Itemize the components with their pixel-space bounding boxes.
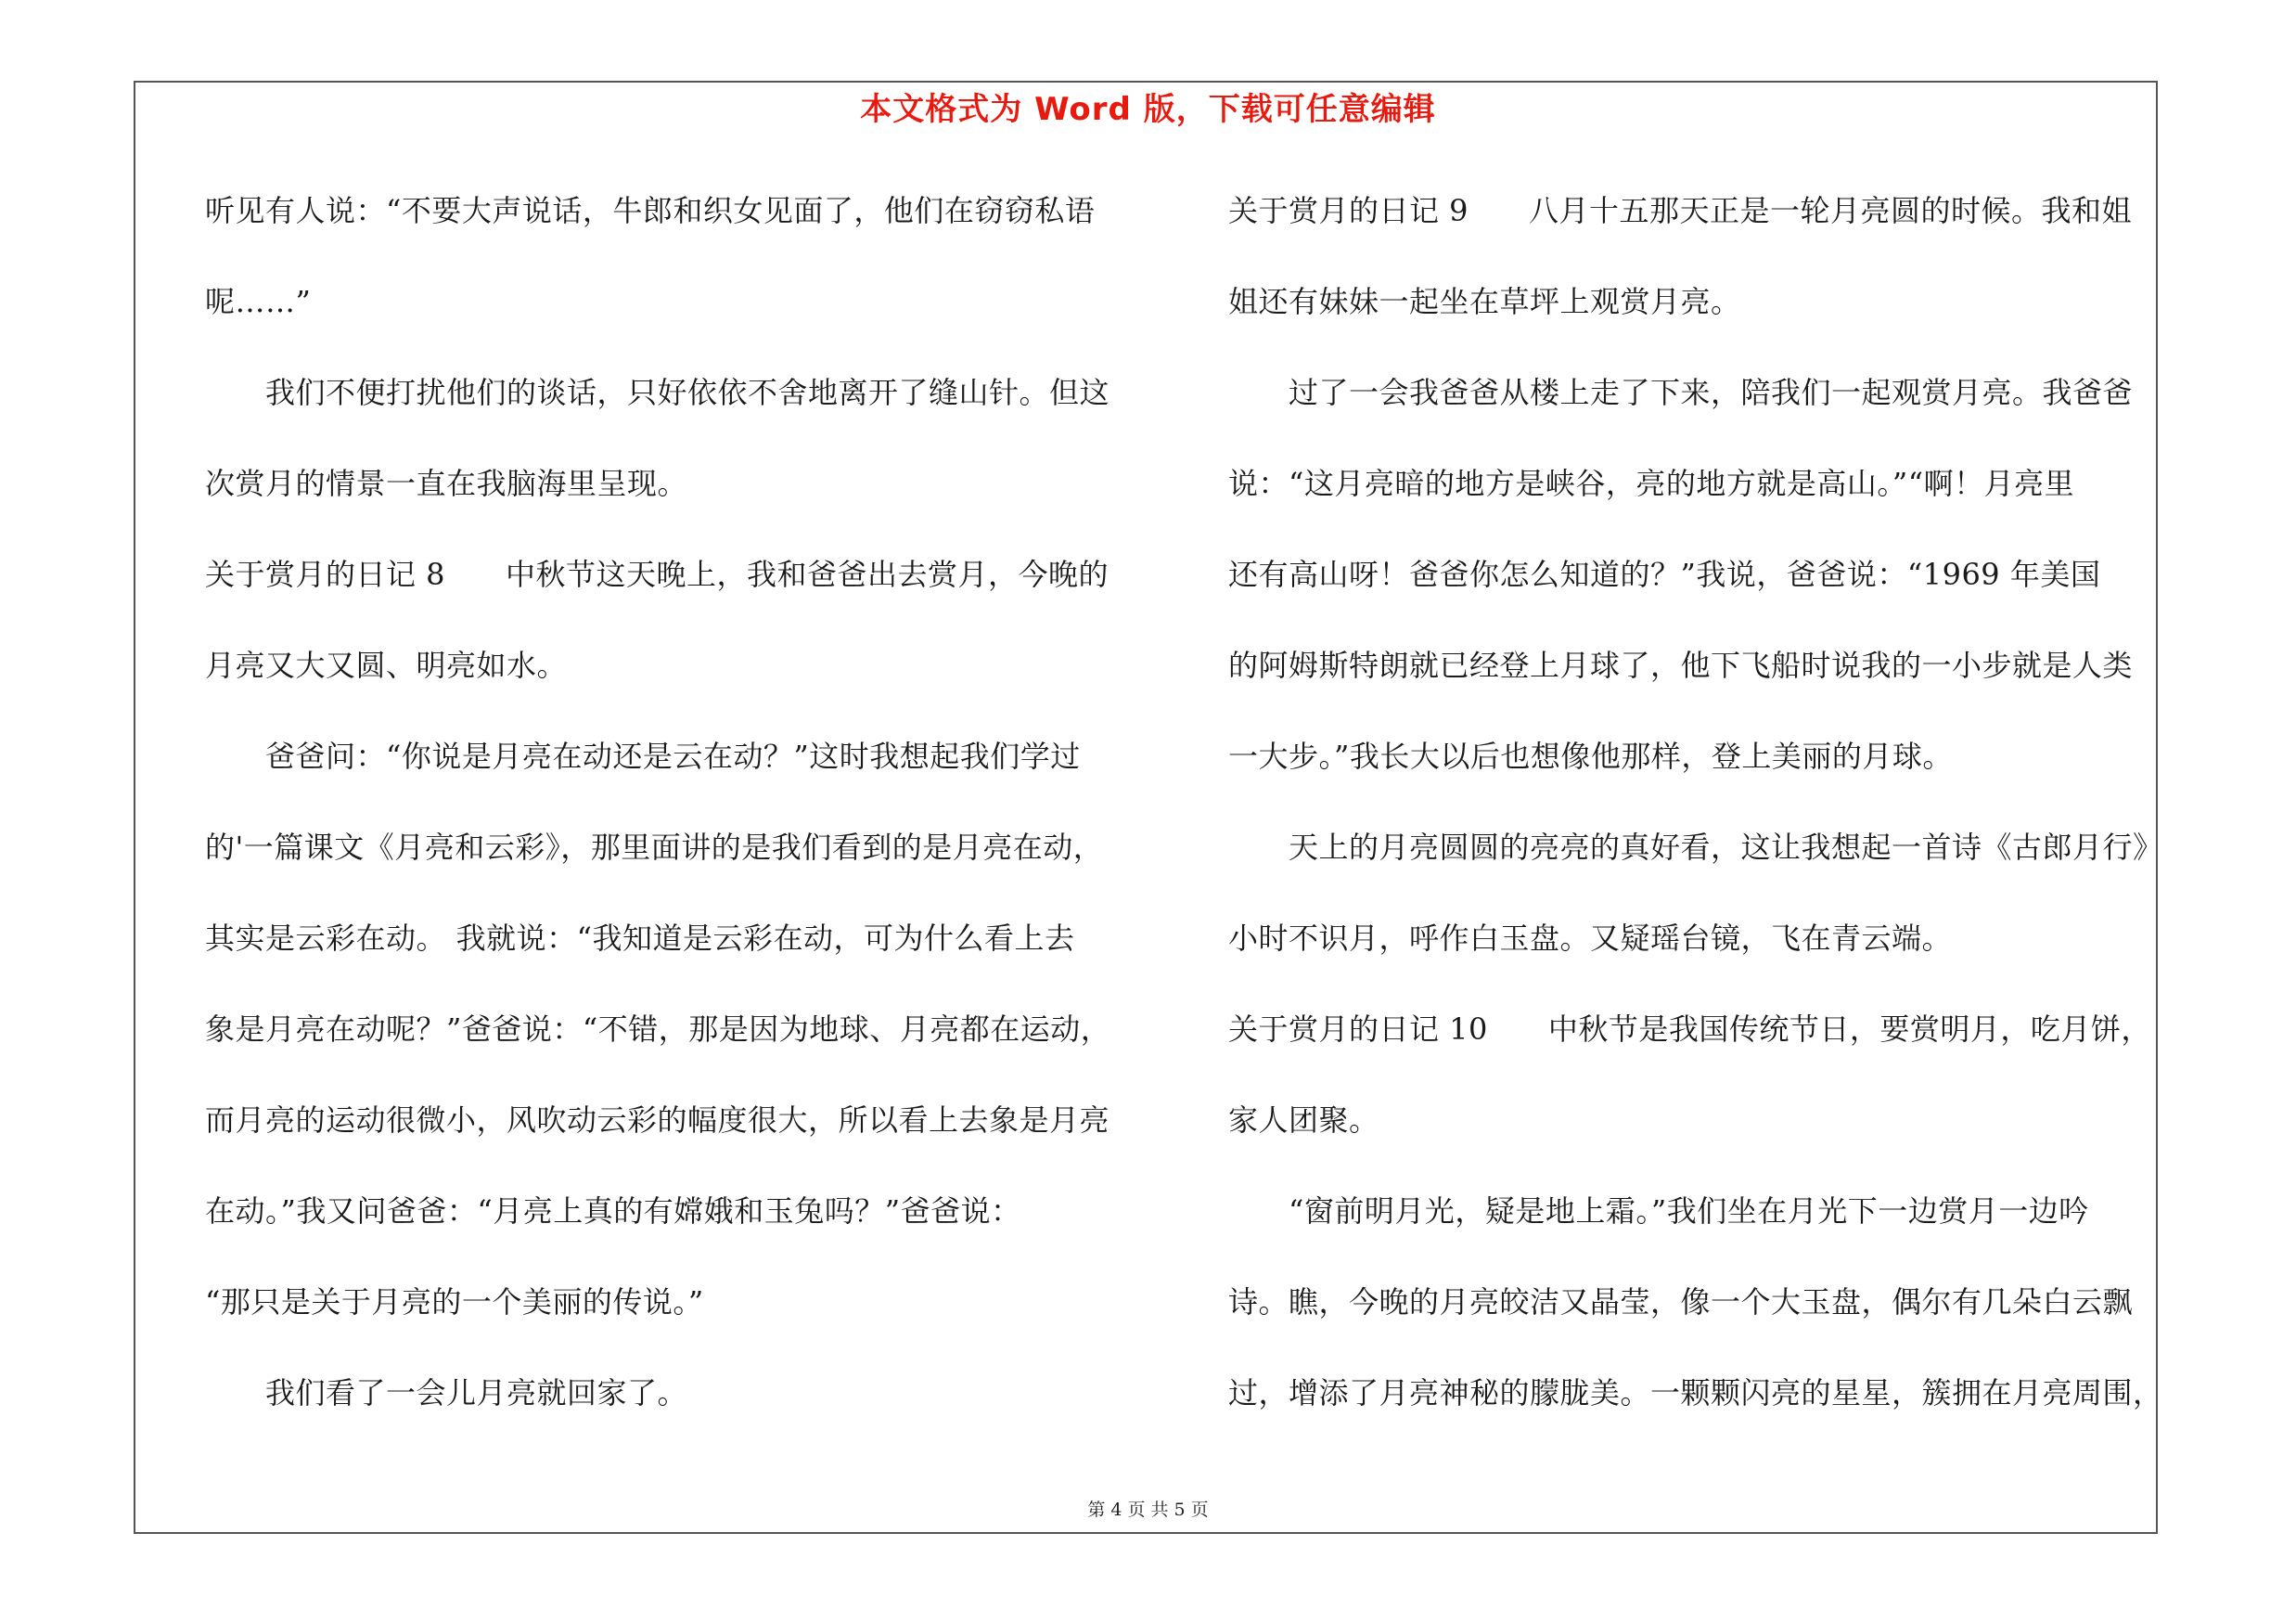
text-line: 过，增添了月亮神秘的朦胧美。一颗颗闪亮的星星，簇拥在月亮周围，	[1228, 1375, 2163, 1410]
diary-entry-heading-9: 关于赏月的日记 9 八月十五那天正是一轮月亮圆的时候。我和姐	[1228, 193, 2133, 228]
text-line: 还有高山呀！爸爸你怎么知道的？”我说，爸爸说：“1969 年美国	[1228, 557, 2101, 592]
text-line: 我们看了一会儿月亮就回家了。	[205, 1375, 688, 1410]
text-line: 家人团聚。	[1228, 1102, 1379, 1138]
text-line: 月亮又大又圆、明亮如水。	[205, 648, 568, 683]
text-line: 天上的月亮圆圆的亮亮的真好看，这让我想起一首诗《古郎月行》	[1228, 830, 2163, 865]
text-line: 其实是云彩在动。 我就说：“我知道是云彩在动，可为什么看上去	[205, 921, 1075, 956]
text-line: 听见有人说：“不要大声说话，牛郎和织女见面了，他们在窃窃私语	[205, 193, 1096, 228]
text-line: 我们不便打扰他们的谈话，只好依依不舍地离开了缝山针。但这	[205, 375, 1110, 410]
text-line: “窗前明月光，疑是地上霜。”我们坐在月光下一边赏月一边吟	[1228, 1193, 2089, 1229]
right-text-column	[1228, 182, 2167, 1455]
text-line: 爸爸问：“你说是月亮在动还是云在动？”这时我想起我们学过	[205, 739, 1081, 774]
text-line: 过了一会我爸爸从楼上走了下来，陪我们一起观赏月亮。我爸爸	[1228, 375, 2134, 410]
text-line: 呢……”	[205, 284, 312, 319]
text-line: 象是月亮在动呢？”爸爸说：“不错，那是因为地球、月亮都在运动，	[205, 1011, 1111, 1047]
left-text-column	[205, 182, 1133, 1455]
diary-entry-heading-10: 关于赏月的日记 10 中秋节是我国传统节日，要赏明月，吃月饼，	[1228, 1011, 2151, 1047]
text-line: 小时不识月，呼作白玉盘。又疑瑶台镜，飞在青云端。	[1228, 921, 1953, 956]
text-line: 而月亮的运动很微小，风吹动云彩的幅度很大，所以看上去象是月亮	[205, 1102, 1110, 1138]
text-line: 的阿姆斯特朗就已经登上月球了，他下飞船时说我的一小步就是人类	[1228, 648, 2134, 683]
text-line: 的'一篇课文《月亮和云彩》，那里面讲的是我们看到的是月亮在动，	[205, 830, 1104, 865]
text-line: 次赏月的情景一直在我脑海里呈现。	[205, 466, 688, 501]
text-line: 在动。”我又问爸爸：“月亮上真的有嫦娥和玉兔吗？”爸爸说：	[205, 1193, 1021, 1229]
text-line: 诗。瞧，今晚的月亮皎洁又晶莹，像一个大玉盘，偶尔有几朵白云飘	[1228, 1284, 2134, 1320]
page-number-footer: 第 4 页 共 5 页	[1087, 1500, 1209, 1520]
text-line: 姐还有妹妹一起坐在草坪上观赏月亮。	[1228, 284, 1741, 319]
text-line: 一大步。”我长大以后也想像他那样，登上美丽的月球。	[1228, 739, 1953, 774]
diary-entry-heading-8: 关于赏月的日记 8 中秋节这天晚上，我和爸爸出去赏月，今晚的	[205, 557, 1110, 592]
text-line: “那只是关于月亮的一个美丽的传说。”	[205, 1284, 704, 1320]
word-format-banner: 本文格式为 Word 版，下载可任意编辑	[860, 91, 1436, 128]
text-line: 说：“这月亮暗的地方是峡谷，亮的地方就是高山。”“啊！月亮里	[1228, 466, 2075, 501]
